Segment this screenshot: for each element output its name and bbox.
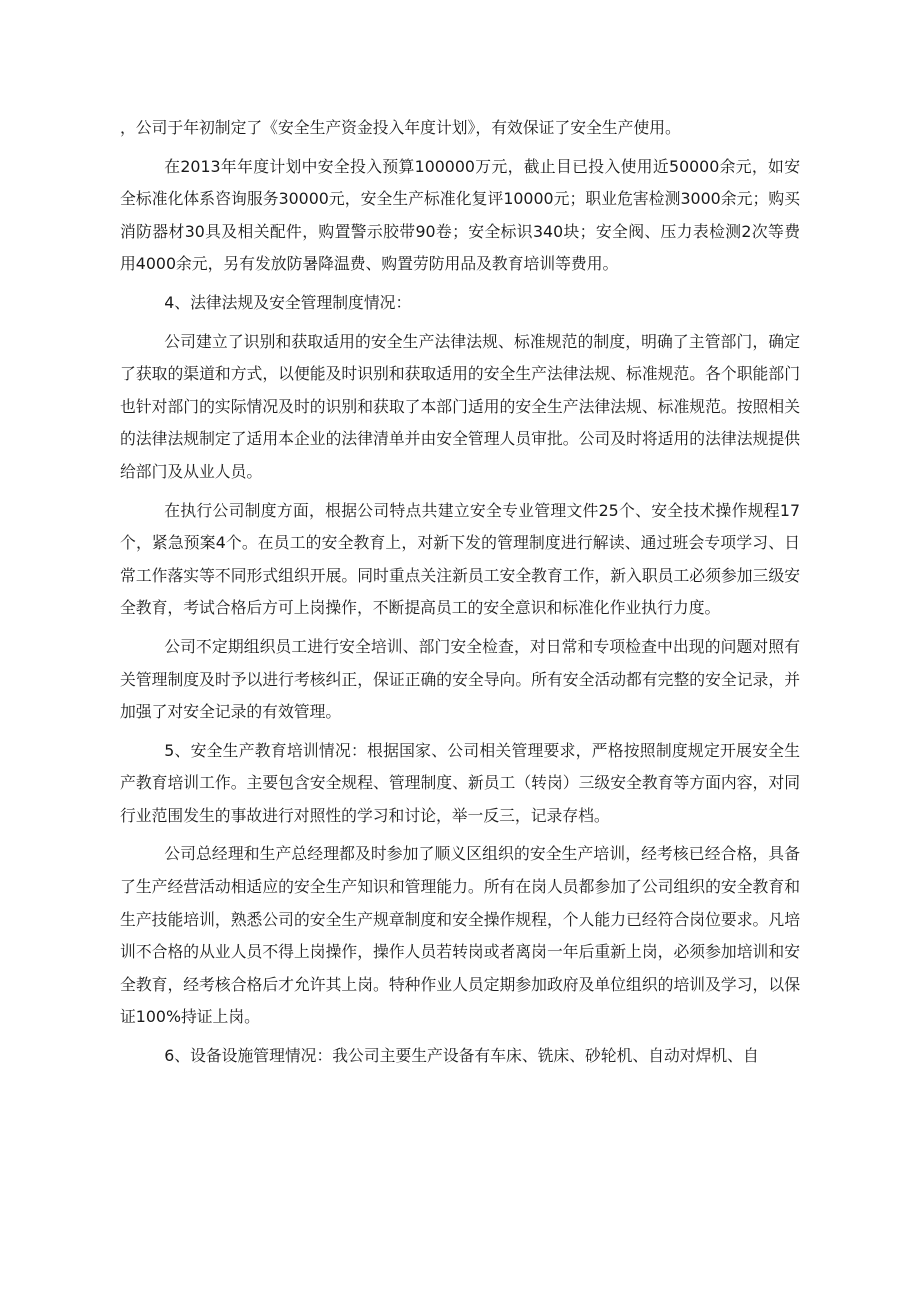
paragraph-manager-training: 公司总经理和生产总经理都及时参加了顺义区组织的安全生产培训，经考核已经合格，具备了生产经营活动相适应的安全生产知识和管理能力。所有在岗人员都参加了公司组织的安全教育和生产技能培训，熟悉公司的安全生产规章制度和安全操作规程，个人能力已经符合岗位要求。凡培训不合格的从业人员不得上岗操作，操作人员若转岗或者离岗一年后重新上岗，必须参加培训和安全教育，经考核合格后才允许其上岗。特种作业人员定期参加政府及单位组织的培训及学习，以保证100%持证上岗。 (120, 844, 800, 1027)
paragraph-company-rules: 在执行公司制度方面，根据公司特点共建立安全专业管理文件25个、安全技术操作规程17个，紧急预案4个。在员工的安全教育上，对新下发的管理制度进行解读、通过班会专项学习、日常工作落实等不同形式组织开展。同时重点关注新员工安全教育工作，新入职员工必须参加三级安全教育，考试合格后方可上岗操作，不断提高员工的安全意识和标准化作业执行力度。 (120, 500, 800, 618)
heading-safety-training: 5、安全生产教育培训情况：根据国家、公司相关管理要求，严格按照制度规定开展安全生产教育培训工作。主要包含安全规程、管理制度、新员工（转岗）三级安全教育等方面内容，对同行业范围发生的事故进行对照性的学习和讨论，举一反三，记录存档。 (120, 740, 800, 825)
paragraph-2013-budget: 在2013年年度计划中安全投入预算100000万元，截止目已投入使用近50000余元，如安全标准化体系咨询服务30000元，安全生产标准化复评10000元；职业危害检测3000余元；购买消防器材30具及相关配件，购置警示胶带90卷；安全标识340块；安全阀、压力表检测2次等费用4000余元，另有发放防暑降温费、购置劳防用品及教育培训等费用。 (120, 156, 800, 274)
paragraph-laws-identification: 公司建立了识别和获取适用的安全生产法律法规、标准规范的制度，明确了主管部门，确定了获取的渠道和方式，以便能及时识别和获取适用的安全生产法律法规、标准规范。各个职能部门也针对部门的实际情况及时的识别和获取了本部门适用的安全生产法律法规、标准规范。按照相关的法律法规制定了适用本企业的法律清单并由安全管理人员审批。公司及时将适用的法律法规提供给部门及从业人员。 (120, 331, 800, 481)
heading-equipment-management: 6、设备设施管理情况：我公司主要生产设备有车床、铣床、砂轮机、自动对焊机、自 (164, 1046, 759, 1066)
heading-laws-regulations: 4、法律法规及安全管理制度情况： (164, 292, 412, 312)
paragraph-safety-inspection: 公司不定期组织员工进行安全培训、部门安全检查，对日常和专项检查中出现的问题对照有关管理制度及时予以进行考核纠正，保证正确的安全导向。所有安全活动都有完整的安全记录，并加强了对安全记录的有效管理。 (120, 636, 800, 722)
document-body (120, 112, 800, 1073)
paragraph-fund-plan: ，公司于年初制定了《安全生产资金投入年度计划》，有效保证了安全生产使用。 (120, 118, 681, 137)
